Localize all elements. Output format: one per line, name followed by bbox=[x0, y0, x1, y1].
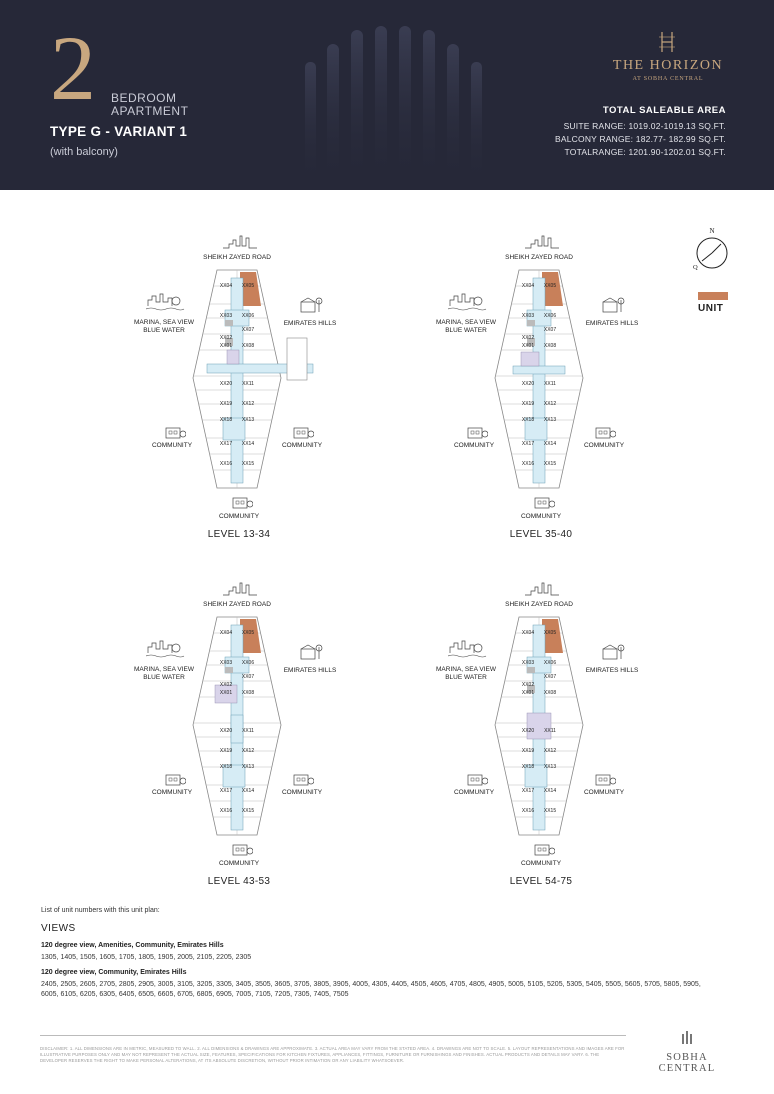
direction-label-bottom: COMMUNITY bbox=[218, 513, 260, 520]
floor-plan bbox=[120, 228, 370, 548]
unit-label: XX06 bbox=[543, 660, 557, 666]
floor-plan bbox=[422, 575, 672, 895]
direction-label-left: MARINA, SEA VIEW bbox=[436, 319, 496, 326]
unit-label: XX12 bbox=[241, 748, 255, 754]
unit-label: XX01 bbox=[219, 343, 233, 349]
unit-label: XX20 bbox=[219, 381, 233, 387]
unit-label: XX18 bbox=[219, 764, 233, 770]
balcony-range: BALCONY RANGE: 182.77- 182.99 SQ.FT. bbox=[555, 134, 726, 144]
unit-label: XX13 bbox=[543, 764, 557, 770]
community-icon bbox=[292, 424, 314, 440]
unit-label: XX08 bbox=[241, 343, 255, 349]
bedroom-label: BEDROOM bbox=[111, 91, 177, 105]
direction-label-right-community: COMMUNITY bbox=[281, 442, 323, 449]
unit-label: XX20 bbox=[219, 728, 233, 734]
level-label: LEVEL 54-75 bbox=[509, 876, 573, 887]
unit-label: XX08 bbox=[543, 343, 557, 349]
unit-label: XX14 bbox=[241, 441, 255, 447]
unit-label: XX20 bbox=[521, 381, 535, 387]
marina-icon bbox=[146, 292, 186, 312]
views-title: VIEWS bbox=[41, 923, 76, 934]
direction-label-left: MARINA, SEA VIEW bbox=[436, 666, 496, 673]
unit-label: XX04 bbox=[521, 283, 535, 289]
direction-label-left-community: COMMUNITY bbox=[151, 442, 193, 449]
unit-label: XX08 bbox=[241, 690, 255, 696]
level-label: LEVEL 35-40 bbox=[509, 529, 573, 540]
unit-label: XX20 bbox=[521, 728, 535, 734]
unit-label: XX07 bbox=[543, 674, 557, 680]
unit-label: XX16 bbox=[521, 461, 535, 467]
pillars-graphic bbox=[295, 0, 495, 190]
unit-label: XX12 bbox=[241, 401, 255, 407]
direction-label-right: EMIRATES HILLS bbox=[585, 320, 639, 327]
unit-label: XX15 bbox=[543, 461, 557, 467]
unit-label: XX11 bbox=[544, 728, 556, 734]
unit-label: XX02 bbox=[219, 682, 233, 688]
unit-label: XX19 bbox=[219, 401, 233, 407]
unit-label: XX19 bbox=[521, 748, 535, 754]
unit-label: XX17 bbox=[521, 788, 535, 794]
unit-label: XX03 bbox=[521, 660, 535, 666]
direction-label-left-community: COMMUNITY bbox=[151, 789, 193, 796]
unit-label: XX17 bbox=[219, 441, 233, 447]
unit-label: XX01 bbox=[521, 343, 535, 349]
unit-label: XX18 bbox=[219, 417, 233, 423]
unit-label: XX13 bbox=[241, 764, 255, 770]
unit-label: XX08 bbox=[543, 690, 557, 696]
compass-west: Q bbox=[693, 264, 698, 271]
sobha-logo-icon bbox=[681, 1030, 693, 1044]
sobha-brand: SOBHA CENTRAL bbox=[658, 1052, 716, 1074]
direction-label-right-community: COMMUNITY bbox=[583, 789, 625, 796]
unit-label: XX18 bbox=[521, 764, 535, 770]
floor-plan bbox=[422, 228, 672, 548]
hills-icon bbox=[600, 296, 626, 314]
unit-label: XX18 bbox=[521, 417, 535, 423]
skyline-icon bbox=[223, 234, 257, 250]
type-subtitle: (with balcony) bbox=[50, 146, 118, 158]
type-title: TYPE G - VARIANT 1 bbox=[50, 124, 188, 139]
direction-label-left: BLUE WATER bbox=[143, 674, 185, 681]
unit-label: XX07 bbox=[241, 327, 255, 333]
community-icon bbox=[533, 494, 555, 510]
list-intro: List of unit numbers with this unit plan: bbox=[41, 907, 160, 914]
unit-label: XX06 bbox=[543, 313, 557, 319]
view-group-title: 120 degree view, Community, Emirates Hills bbox=[41, 969, 187, 976]
community-icon bbox=[594, 771, 616, 787]
unit-label: XX11 bbox=[242, 728, 254, 734]
unit-label: XX15 bbox=[543, 808, 557, 814]
direction-label-bottom: COMMUNITY bbox=[218, 860, 260, 867]
apartment-label: APARTMENT bbox=[111, 104, 189, 118]
community-icon bbox=[466, 771, 488, 787]
unit-label: XX17 bbox=[521, 441, 535, 447]
disclaimer: DISCLAIMER: 1. ALL DIMENSIONS ARE IN METRIC, MEASURED TO WALL. 2. ALL DIMENSIONS & DRAWINGS ARE APPROXIMATE. 3. ACTUAL AREA MAY VARY FROM THE STATED AREA. 4. DRAWINGS ARE NOT TO SCALE. 5. LAYOUT REPRESENTATIONS AND IMAGES ARE FOR ILLUSTRATIVE PURPOSES ONLY AND MAY NOT REPRESENT THE ACTUAL SIZE, FEATURES, SPECIFICATIONS FOR KITCHEN FIXTURES, APPLIANCES, FITTINGS, FURNITURE OR FURNISHINGS AND FINISHES. ACTUAL PRODUCTS AND DETAILS MAY VARY. 6. THE DEVELOPER RESERVES THE RIGHT TO MAKE PERSONAL ALTERATIONS, AT ITS ABSOLUTE DISCRETION, WITHOUT PRIOR INTIMATION OR ANY LIABILITY WHATSOEVER. bbox=[40, 1046, 625, 1063]
direction-label-right: EMIRATES HILLS bbox=[585, 667, 639, 674]
direction-label-left: MARINA, SEA VIEW bbox=[134, 666, 194, 673]
unit-label: XX01 bbox=[521, 690, 535, 696]
community-icon bbox=[466, 424, 488, 440]
unit-label: XX05 bbox=[543, 630, 557, 636]
unit-label: XX06 bbox=[241, 660, 255, 666]
unit-label: XX02 bbox=[521, 682, 535, 688]
direction-label-left-community: COMMUNITY bbox=[453, 789, 495, 796]
unit-label: XX03 bbox=[219, 313, 233, 319]
community-icon bbox=[164, 424, 186, 440]
unit-label: XX01 bbox=[219, 690, 233, 696]
unit-label: XX13 bbox=[543, 417, 557, 423]
unit-label: XX07 bbox=[241, 674, 255, 680]
community-icon bbox=[292, 771, 314, 787]
unit-label: XX02 bbox=[219, 335, 233, 341]
direction-label-bottom: COMMUNITY bbox=[520, 513, 562, 520]
unit-label: XX16 bbox=[219, 461, 233, 467]
direction-label-top: SHEIKH ZAYED ROAD bbox=[505, 601, 573, 608]
marina-icon bbox=[448, 639, 488, 659]
direction-label-top: SHEIKH ZAYED ROAD bbox=[505, 254, 573, 261]
area-title: TOTAL SALEABLE AREA bbox=[602, 105, 726, 116]
hills-icon bbox=[298, 643, 324, 661]
unit-label: XX16 bbox=[521, 808, 535, 814]
unit-label: XX19 bbox=[219, 748, 233, 754]
community-icon bbox=[231, 841, 253, 857]
unit-label: XX14 bbox=[543, 441, 557, 447]
direction-label-left: BLUE WATER bbox=[143, 327, 185, 334]
unit-label: XX06 bbox=[241, 313, 255, 319]
unit-label: XX05 bbox=[543, 283, 557, 289]
unit-label: XX12 bbox=[543, 748, 557, 754]
direction-label-right: EMIRATES HILLS bbox=[283, 667, 337, 674]
unit-label: XX16 bbox=[219, 808, 233, 814]
direction-label-left-community: COMMUNITY bbox=[453, 442, 495, 449]
floor-plan bbox=[120, 575, 370, 895]
hills-icon bbox=[600, 643, 626, 661]
community-icon bbox=[231, 494, 253, 510]
footer-divider bbox=[40, 1035, 626, 1036]
unit-label: XX14 bbox=[543, 788, 557, 794]
suite-range: SUITE RANGE: 1019.02-1019.13 SQ.FT. bbox=[563, 121, 726, 131]
view-group-units: 1305, 1405, 1505, 1605, 1705, 1805, 1905, 2005, 2105, 2205, 2305 bbox=[41, 954, 252, 961]
unit-label: XX02 bbox=[521, 335, 535, 341]
direction-label-bottom: COMMUNITY bbox=[520, 860, 562, 867]
hills-icon bbox=[298, 296, 324, 314]
unit-label: XX14 bbox=[241, 788, 255, 794]
unit-label: XX05 bbox=[241, 283, 255, 289]
unit-label: XX03 bbox=[521, 313, 535, 319]
total-range: TOTALRANGE: 1201.90-1202.01 SQ.FT. bbox=[564, 147, 726, 157]
community-icon bbox=[594, 424, 616, 440]
level-label: LEVEL 43-53 bbox=[207, 876, 271, 887]
direction-label-right-community: COMMUNITY bbox=[583, 442, 625, 449]
unit-label: XX11 bbox=[242, 381, 254, 387]
unit-label: XX04 bbox=[219, 283, 233, 289]
view-group-title: 120 degree view, Amenities, Community, Emirates Hills bbox=[41, 942, 224, 949]
marina-icon bbox=[146, 639, 186, 659]
unit-label: XX17 bbox=[219, 788, 233, 794]
compass-north: N bbox=[709, 227, 715, 235]
unit-label: XX13 bbox=[241, 417, 255, 423]
unit-legend-swatch bbox=[698, 292, 728, 300]
skyline-icon bbox=[223, 581, 257, 597]
marina-icon bbox=[448, 292, 488, 312]
unit-label: XX12 bbox=[543, 401, 557, 407]
level-label: LEVEL 13-34 bbox=[207, 529, 271, 540]
unit-label: XX05 bbox=[241, 630, 255, 636]
community-icon bbox=[164, 771, 186, 787]
direction-label-top: SHEIKH ZAYED ROAD bbox=[203, 254, 271, 261]
unit-label: XX04 bbox=[219, 630, 233, 636]
view-group-units: 2405, 2505, 2605, 2705, 2805, 2905, 3005, 3105, 3205, 3305, 3405, 3505, 3605, 3705, 3805, 3905, 4005, 4305, 4405, 4505, 4605, 4705, 4805, 4905, 5005, 5105, 5205, 5305, 5405, 5505, 5605, 5705, 5805, 5905, 6005, 6105, 6205, 6305, 6405, 6505, 6605, 6705, 6805, 6905, 7005, 7105, 7205, 7305, 7405, 7505 bbox=[41, 981, 701, 998]
unit-label: XX15 bbox=[241, 461, 255, 467]
unit-label: XX19 bbox=[521, 401, 535, 407]
direction-label-left: BLUE WATER bbox=[445, 674, 487, 681]
direction-label-right: EMIRATES HILLS bbox=[283, 320, 337, 327]
unit-label: XX03 bbox=[219, 660, 233, 666]
page-header bbox=[0, 0, 774, 190]
skyline-icon bbox=[525, 234, 559, 250]
unit-label: XX11 bbox=[544, 381, 556, 387]
unit-legend-label: UNIT bbox=[698, 303, 724, 314]
direction-label-left: MARINA, SEA VIEW bbox=[134, 319, 194, 326]
logo-subtitle: AT SOBHA CENTRAL bbox=[632, 76, 704, 82]
direction-label-right-community: COMMUNITY bbox=[281, 789, 323, 796]
unit-label: XX04 bbox=[521, 630, 535, 636]
compass-icon bbox=[690, 226, 730, 272]
skyline-icon bbox=[525, 581, 559, 597]
unit-label: XX15 bbox=[241, 808, 255, 814]
bedroom-count: 2 bbox=[50, 17, 96, 119]
community-icon bbox=[533, 841, 555, 857]
direction-label-top: SHEIKH ZAYED ROAD bbox=[203, 601, 271, 608]
horizon-logo-icon bbox=[656, 31, 678, 53]
logo-name: THE HORIZON bbox=[612, 58, 724, 73]
direction-label-left: BLUE WATER bbox=[445, 327, 487, 334]
unit-label: XX07 bbox=[543, 327, 557, 333]
